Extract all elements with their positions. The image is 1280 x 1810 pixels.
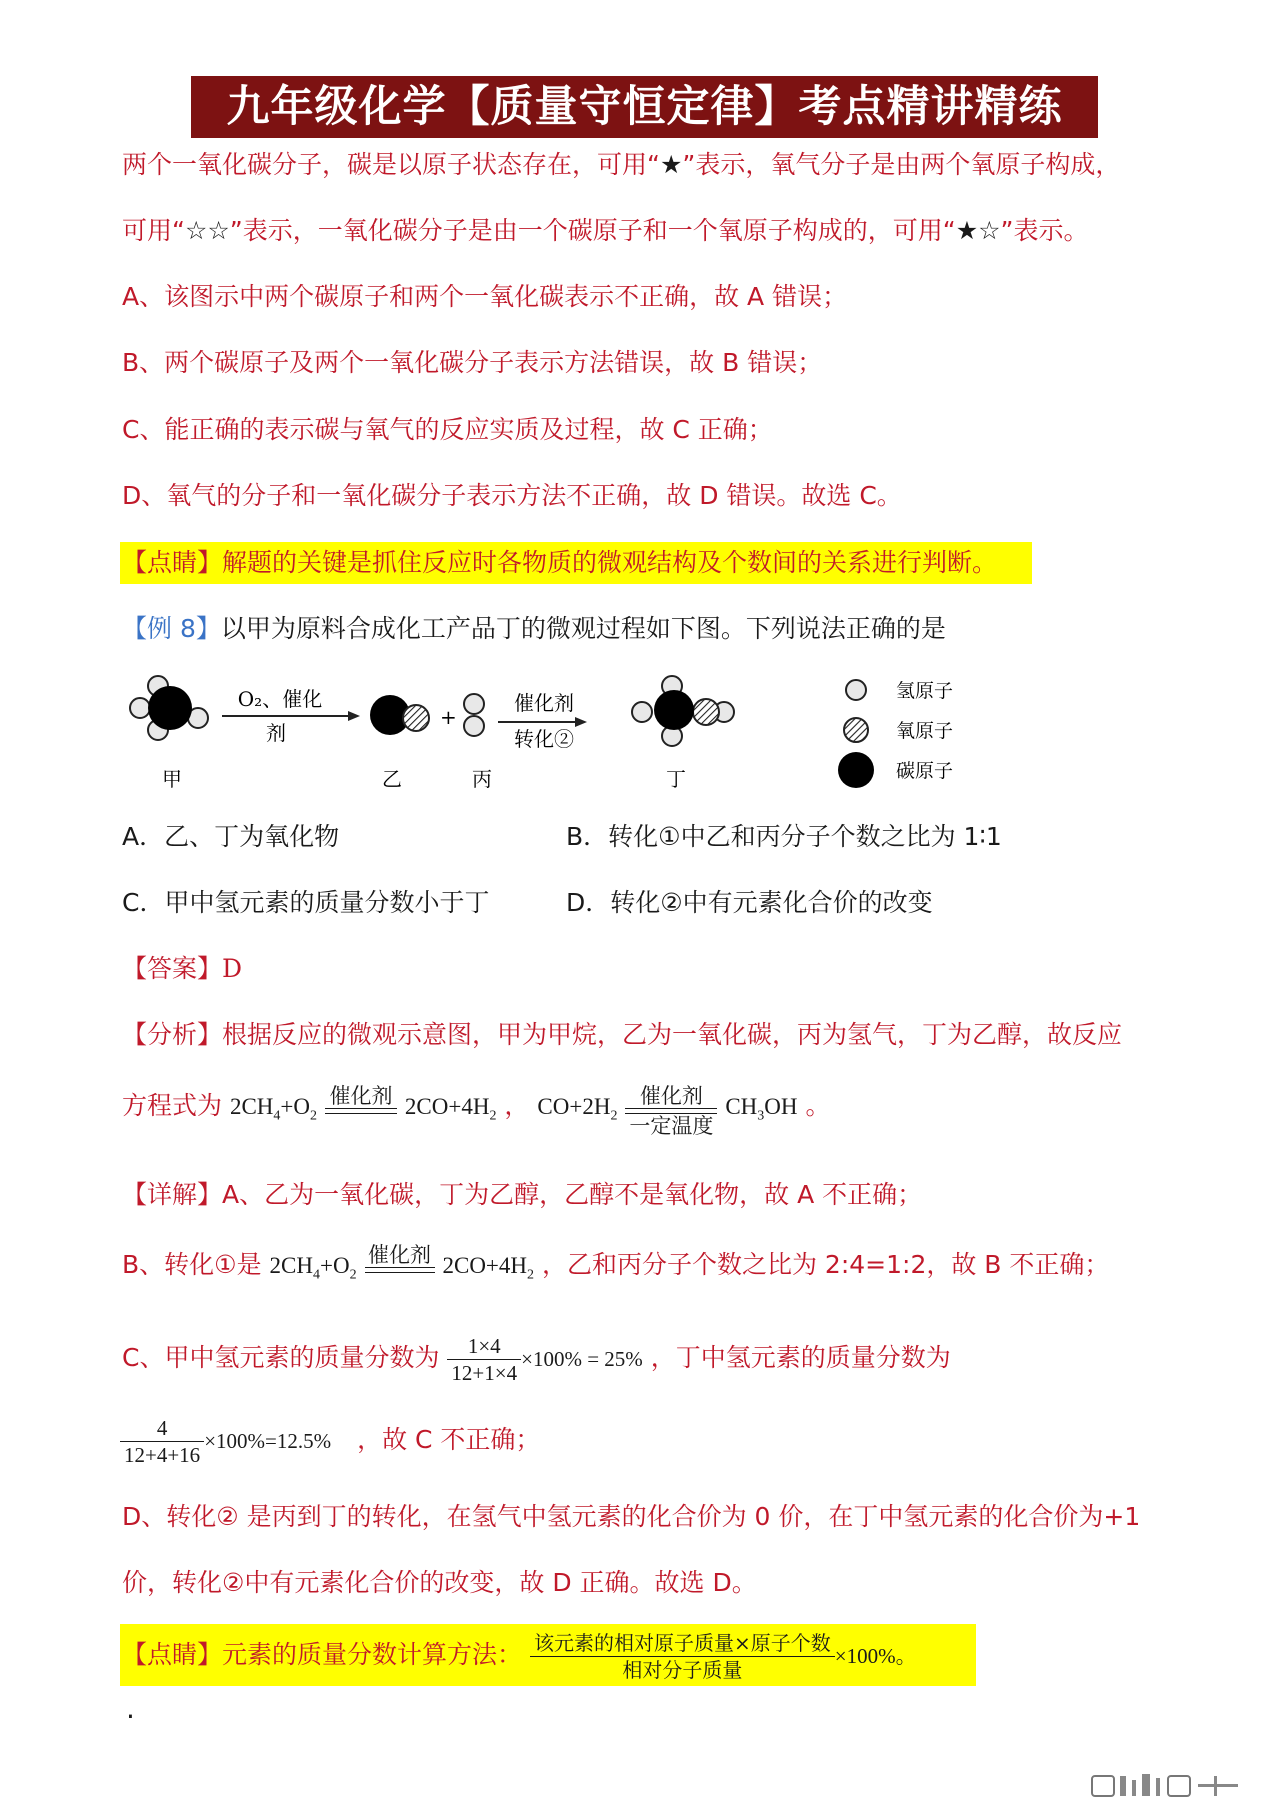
molecule-methanol — [632, 676, 734, 746]
detail-b: B、转化①是 $2CH_4+O_2$ 催化剂 $2CO+4H_2$ ，乙和丙分子个数之比为 2:4=1:2，故 B 不正确； — [122, 1243, 1110, 1283]
legend-carbon-icon — [838, 752, 874, 788]
option-c: C．甲中氢元素的质量分数小于丁 — [122, 888, 490, 917]
page-title: 九年级化学【质量守恒定律】考点精讲精练 — [191, 76, 1098, 138]
arrow2-bottom-label: 转化② — [514, 727, 574, 751]
option-d: D．转化②中有元素化合价的改变 — [566, 888, 933, 917]
label-bing: 丙 — [472, 767, 492, 791]
tip1: 【点睛】解题的关键是抓住反应时各物质的微观结构及个数间的关系进行判断。 — [122, 548, 998, 577]
filled-hollow-star-icon: ★☆ — [955, 216, 1001, 245]
detail-b-arrow: 催化剂 — [365, 1243, 435, 1273]
equation-2-reactants: $CO+2H_2$ — [537, 1094, 618, 1124]
filled-star-icon: ★ — [659, 150, 683, 179]
plus-sign: + — [440, 705, 457, 729]
equation-1-arrow: 催化剂 — [325, 1084, 397, 1114]
mass-fraction-formula: $\frac{\text{该元素的相对原子质量×原子个数}}{\text{相对分子质量}}$ — [530, 1630, 835, 1683]
arrow2-top-label: 催化剂 — [514, 691, 574, 715]
footer-dot: · — [126, 1700, 135, 1733]
answer: 【答案】D — [122, 954, 243, 983]
label-ding: 丁 — [666, 767, 686, 791]
label-yi: 乙 — [382, 767, 402, 791]
analysis-equations: 方程式为 $2CH_4+O_2$ 催化剂 $2CO+4H_2$ ， $CO+2H_2$ 催化剂 一定温度 $CH_3OH$ 。 — [122, 1084, 831, 1138]
equation-1-reactants: $2CH_4+O_2$ — [229, 1094, 318, 1124]
intro-line-1: 两个一氧化碳分子，碳是以原子状态存在，可用“★”表示，氧气分子是由两个氧原子构成， — [122, 150, 1121, 179]
prev-option-b: B、两个碳原子及两个一氧化碳分子表示方法错误，故 B 错误； — [122, 348, 823, 377]
detail-c-line-2: $\frac{4}{12+4+16}$ ×100%=12.5% ，故 C 不正确； — [120, 1412, 540, 1469]
molecule-h2 — [464, 694, 484, 736]
prev-option-a: A、该图示中两个碳原子和两个一氧化碳表示不正确，故 A 错误； — [122, 282, 848, 311]
arrow1-bottom-label: 剂 — [266, 721, 286, 745]
molecule-co — [370, 695, 429, 735]
analysis-line-1: 【分析】根据反应的微观示意图，甲为甲烷，乙为一氧化碳，丙为氢气，丁为乙醇，故反应 — [122, 1020, 1123, 1049]
legend-carbon: 碳原子 — [896, 760, 954, 782]
detail-a: 【详解】A、乙为一氧化碳，丁为乙醇，乙醇不是氧化物，故 A 不正确； — [122, 1180, 923, 1209]
legend — [838, 680, 953, 788]
example-label: 【例 8】 — [122, 614, 221, 643]
legend-hydrogen-icon — [846, 680, 866, 700]
legend-hydrogen: 氢原子 — [896, 680, 954, 702]
watermark-icon — [1090, 1772, 1260, 1800]
detail-d-line-1: D、转化② 是丙到丁的转化，在氢气中氢元素的化合价为 0 价，在丁中氢元素的化合价为+1 — [122, 1502, 1141, 1531]
two-hollow-stars-icon: ☆☆ — [184, 216, 230, 245]
detail-c-line-1: C、甲中氢元素的质量分数为 $\frac{1\times 4}{12+1\times 4}$ ×100% = 25% ，丁中氢元素的质量分数为 — [122, 1333, 951, 1385]
tip2: 【点睛】元素的质量分数计算方法： $\frac{\text{该元素的相对原子质量×原子个数}}{\text{相对分子质量}}$ ×100%。 — [122, 1630, 917, 1682]
label-jia: 甲 — [162, 767, 182, 791]
legend-oxygen-icon — [844, 718, 868, 742]
prev-option-d: D、氧气的分子和一氧化碳分子表示方法不正确，故 D 错误。故选 C。 — [122, 481, 902, 510]
equation-2-products: $CH_3OH$ — [725, 1094, 798, 1124]
equation-1-products: $2CO+4H_2$ — [404, 1094, 497, 1124]
legend-oxygen: 氧原子 — [896, 720, 954, 742]
intro-line-2: 可用“☆☆”表示，一氧化碳分子是由一个碳原子和一个氧原子构成的，可用“★☆”表示。 — [122, 216, 1089, 245]
example-question: 【例 8】以甲为原料合成化工产品丁的微观过程如下图。下列说法正确的是 — [122, 614, 946, 643]
detail-d-line-2: 价，转化②中有元素化合价的改变，故 D 正确。故选 D。 — [122, 1568, 757, 1597]
arrow1-top-label: O₂、催化 — [237, 687, 323, 711]
reaction-diagram — [120, 668, 980, 798]
molecule-methane — [130, 676, 208, 740]
option-a: A．乙、丁为氧化物 — [122, 822, 340, 851]
fraction-methane-h: $\frac{1\times 4}{12+1\times 4}$ — [447, 1333, 521, 1386]
prev-option-c: C、能正确的表示碳与氧气的反应实质及过程，故 C 正确； — [122, 415, 773, 444]
option-b: B．转化①中乙和丙分子个数之比为 1∶1 — [566, 822, 1002, 851]
fraction-methanol-h: $\frac{4}{12+4+16}$ — [120, 1415, 204, 1468]
equation-2-arrow: 催化剂 一定温度 — [625, 1084, 717, 1138]
